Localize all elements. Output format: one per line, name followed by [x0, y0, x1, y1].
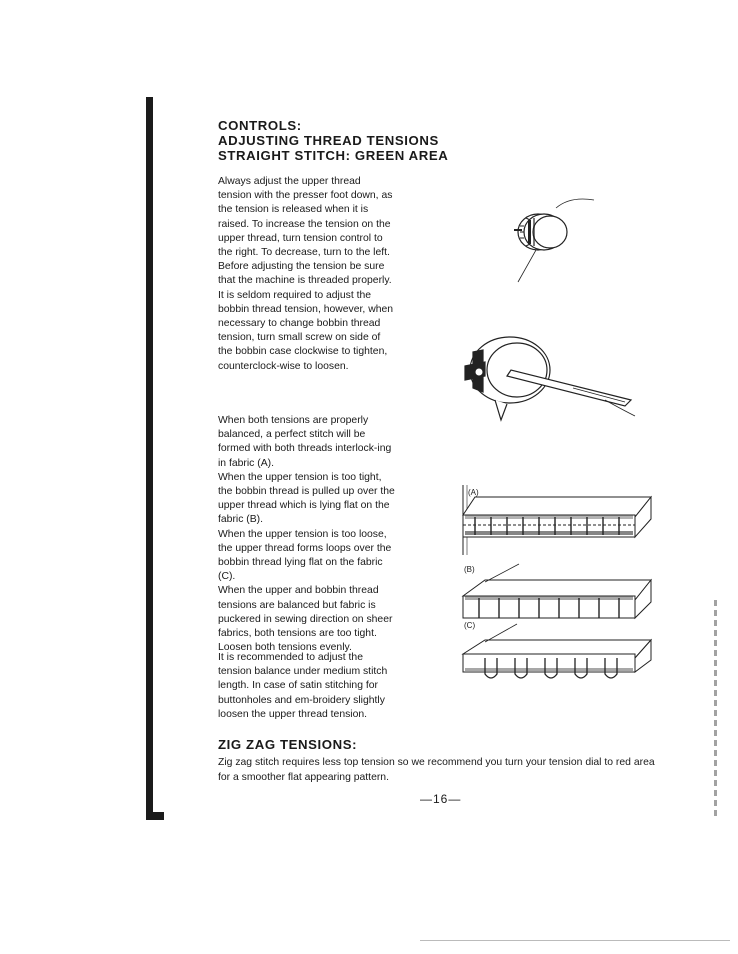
- figure-label-b: (B): [464, 565, 475, 574]
- fabric-stitch-a-illustration: [455, 485, 655, 565]
- paragraph-upper-tension: Always adjust the upper thread tension with the presser foot down, as the tension is released when it is raised. To increase the tension on the upper thread, turn tension control to the right. To decrease, turn to the left. Before adjusting the tension be sure that the machine is threaded properly.: [218, 176, 393, 287]
- figure-label-a: (A): [468, 488, 479, 497]
- paragraph-too-loose-c: When the upper tension is too loose, the upper thread forms loops over the bobbin thread lying flat on the fabric (C).: [218, 528, 392, 583]
- scan-edge-marks: [714, 600, 717, 820]
- paragraph-puckered: When the upper and bobbin thread tensions are balanced but fabric is puckered in sewing direction on sheer fabrics, both tensions are too tight. Loosen both tensions evenly.: [218, 585, 393, 654]
- paragraph-balanced-a: When both tensions are properly balanced, a perfect stitch will be formed with both threads interlock-ing in fabric (A).: [218, 415, 392, 469]
- zigzag-heading: ZIG ZAG TENSIONS:: [218, 737, 358, 752]
- figure-label-c: (C): [464, 621, 476, 630]
- scan-bottom-line: [420, 940, 730, 941]
- paragraph-recommendation: It is recommended to adjust the tension balance under medium stitch length. In case of satin stitching for buttonholes and em-broidery slightly loosen the upper thread tension.: [218, 652, 388, 720]
- fabric-stitch-c-illustration: [455, 618, 655, 688]
- column-upper-bobbin-tension: [218, 175, 396, 374]
- heading-adjusting-tensions: ADJUSTING THREAD TENSIONS: [218, 133, 439, 148]
- column-recommendation: [218, 651, 396, 722]
- tension-dial-illustration: [500, 190, 610, 290]
- zigzag-paragraph: Zig zag stitch requires less top tension so we recommend you turn your tension dial to red area for a smoother flat appearing pattern.: [218, 757, 655, 783]
- heading-controls: CONTROLS:: [218, 118, 302, 133]
- page-number: —16—: [420, 792, 462, 806]
- page-binding-edge: [146, 97, 153, 820]
- column-tension-balance: [218, 414, 396, 655]
- section-heading: [218, 118, 448, 163]
- heading-straight-stitch: STRAIGHT STITCH: GREEN AREA: [218, 148, 449, 163]
- paragraph-too-tight-b: When the upper tension is too tight, the bobbin thread is pulled up over the upper thread which is lying flat on the fabric (B).: [218, 471, 395, 526]
- page-binding-foot: [146, 812, 164, 820]
- bobbin-case-screwdriver-illustration: [455, 330, 640, 425]
- paragraph-bobbin-tension: It is seldom required to adjust the bobbin thread tension, however, when necessary to change bobbin thread tension, turn small screw on side of the bobbin case clockwise to tighten, counterclock-wise to loosen.: [218, 289, 394, 372]
